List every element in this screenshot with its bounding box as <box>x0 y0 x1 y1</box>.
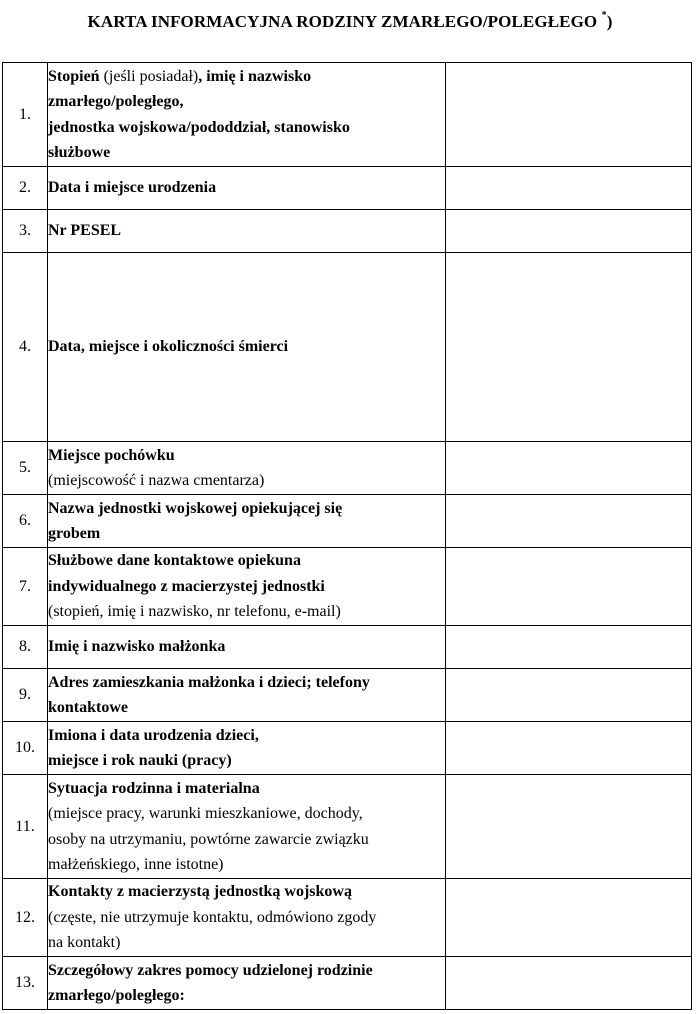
row-label <box>48 495 446 548</box>
row-number: 6. <box>3 495 48 548</box>
table-row <box>3 722 692 775</box>
row-number: 1. <box>3 63 48 167</box>
row-label <box>48 957 446 1010</box>
value-cell[interactable] <box>446 957 692 1010</box>
label-line: Służbowe dane kontaktowe opiekuna <box>48 552 301 570</box>
value-cell[interactable] <box>446 210 692 253</box>
label-line: grobem <box>48 525 101 542</box>
table-row <box>3 63 692 167</box>
row-label <box>48 442 446 495</box>
value-cell[interactable] <box>446 879 692 957</box>
row-number: 4. <box>3 253 48 442</box>
label-line: Sytuacja rodzinna i materialna <box>48 779 260 797</box>
label-line: małżeńskiego, inne istotne) <box>48 856 224 873</box>
label-line <box>48 64 445 90</box>
table-row <box>3 253 692 442</box>
row-number: 8. <box>3 626 48 669</box>
label-normal: (jeśli posiadał) <box>103 67 199 85</box>
value-cell[interactable] <box>446 63 692 167</box>
row-number: 9. <box>3 669 48 722</box>
table-row <box>3 669 692 722</box>
label-line: Data, miejsce i okoliczności śmierci <box>48 338 289 356</box>
table-row <box>3 495 692 548</box>
info-card-table <box>2 62 692 1010</box>
row-label <box>48 253 446 442</box>
row-label <box>48 167 446 210</box>
title-close: ) <box>606 12 613 31</box>
label-line: indywidualnego z macierzystej jednostki <box>48 577 325 595</box>
table-row <box>3 626 692 669</box>
label-line: (stopień, imię i nazwisko, nr telefonu, e-mail) <box>48 603 341 621</box>
row-number: 2. <box>3 167 48 210</box>
label-line: (miejsce pracy, warunki mieszkaniowe, dochody, <box>48 805 363 822</box>
label-line: Nr PESEL <box>48 222 122 240</box>
label-line: Imię i nazwisko małżonka <box>48 638 226 656</box>
row-number: 11. <box>3 775 48 879</box>
label-line: Data i miejsce urodzenia <box>48 179 217 197</box>
label-line: (miejscowość i nazwa cmentarza) <box>48 472 265 489</box>
table-row <box>3 210 692 253</box>
row-label <box>48 775 446 879</box>
value-cell[interactable] <box>446 495 692 548</box>
value-cell[interactable] <box>446 775 692 879</box>
row-number: 10. <box>3 722 48 775</box>
table-row <box>3 548 692 626</box>
table-row <box>3 167 692 210</box>
row-label <box>48 879 446 957</box>
label-line: Imiona i data urodzenia dzieci, <box>48 726 259 744</box>
label-line: kontaktowe <box>48 699 129 716</box>
label-line: zmarłego/poległego: <box>48 987 185 1004</box>
label-line: zmarłego/poległego, <box>48 93 184 110</box>
label-bold: Stopień <box>48 67 104 85</box>
label-line: jednostka wojskowa/pododdział, stanowisko <box>48 118 350 136</box>
row-label <box>48 210 446 253</box>
value-cell[interactable] <box>446 548 692 626</box>
label-line: Kontakty z macierzystą jednostką wojskową <box>48 883 352 901</box>
label-line: służbowe <box>48 144 111 161</box>
label-line: na kontakt) <box>48 934 121 952</box>
row-number: 13. <box>3 957 48 1010</box>
title-text: KARTA INFORMACYJNA RODZINY ZMARŁEGO/POLEGŁEGO <box>87 12 602 31</box>
title-footnote-marker: * <box>601 10 607 22</box>
value-cell[interactable] <box>446 253 692 442</box>
table-row <box>3 957 692 1010</box>
value-cell[interactable] <box>446 167 692 210</box>
row-number: 7. <box>3 548 48 626</box>
row-label <box>48 626 446 669</box>
row-label <box>48 548 446 626</box>
row-number: 12. <box>3 879 48 957</box>
value-cell[interactable] <box>446 722 692 775</box>
label-line: miejsce i rok nauki (pracy) <box>48 752 232 769</box>
label-line: Nazwa jednostki wojskowej opiekującej się <box>48 499 343 517</box>
value-cell[interactable] <box>446 442 692 495</box>
table-row <box>3 879 692 957</box>
label-line: (częste, nie utrzymuje kontaktu, odmówiono zgody <box>48 908 377 926</box>
label-line: Miejsce pochówku <box>48 446 175 464</box>
table-row <box>3 442 692 495</box>
row-label <box>48 722 446 775</box>
row-label <box>48 63 446 167</box>
row-number: 5. <box>3 442 48 495</box>
table-row <box>3 775 692 879</box>
value-cell[interactable] <box>446 626 692 669</box>
page-title <box>0 12 700 32</box>
label-line: Adres zamieszkania małżonka i dzieci; telefony <box>48 673 370 691</box>
label-line: Szczegółowy zakres pomocy udzielonej rodzinie <box>48 961 373 979</box>
row-label <box>48 669 446 722</box>
label-bold: , imię i nazwisko <box>198 67 312 85</box>
label-line: osoby na utrzymaniu, powtórne zawarcie związku <box>48 830 369 848</box>
row-number: 3. <box>3 210 48 253</box>
value-cell[interactable] <box>446 669 692 722</box>
